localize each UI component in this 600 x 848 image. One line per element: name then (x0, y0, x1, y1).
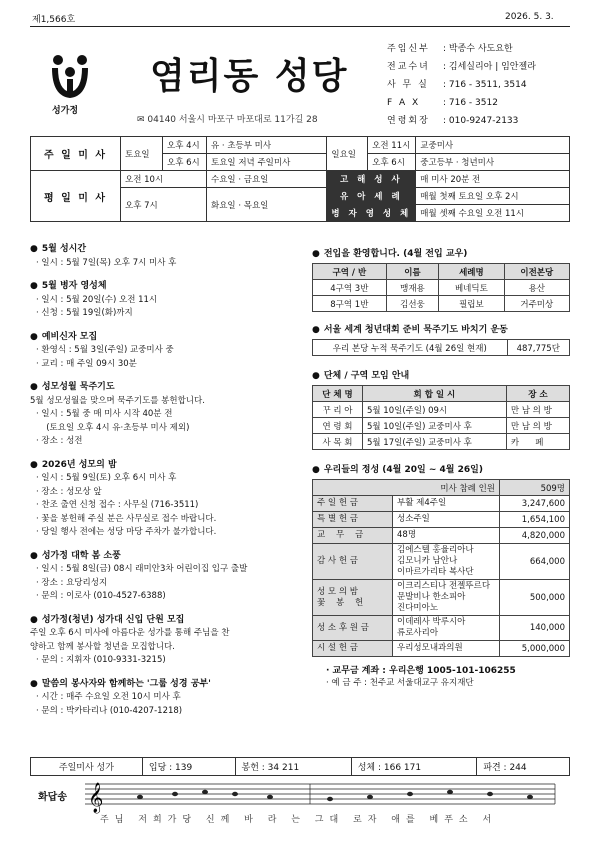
notice-title: ● 말씀의 봉사자와 함께하는 '그룹 성경 공부' (30, 678, 302, 692)
notice-title: ● 성모성월 묵주기도 (30, 381, 302, 395)
hymn-lyrics: 주님 저희가당 신께 바 라 는 그대 로자 애를 베푸소 서 (100, 815, 498, 825)
holy-family-logo-icon (48, 52, 92, 102)
table-row: 4구역 3반 맹재용 베네딕토 용산 (313, 280, 570, 296)
contact-row: F A X : 716 - 3512 (387, 98, 498, 108)
notice-title: ● 예비신자 모집 (30, 331, 302, 345)
notice-line: · 당일 행사 전에는 성당 마당 주차가 불가합니다. (30, 526, 302, 540)
transfer-title: ● 전입을 환영합니다. (4월 전입 교우) (312, 246, 570, 259)
account-info: · 교무금 계좌 : 우리은행 1005-101-106255 (326, 666, 516, 676)
mass-schedule-table: 주 일 미 사 토요일 오후 4시 유 · 초등부 미사 일요일 오전 11시 교중미사 오후 6시 토요일 저녁 주일미사 오후 6시 중고등부 · 청년미사 평 일 미 사 오전 10시 수요일 · 금요일 고 해 성 사 매 미사 20분 전 오후 7시 화요일 · 목요일 유 아 세 례 매월 첫째 토요일 오후 2시 병 자 영 성 체 매월 셋째 수요일 오전 11시 (30, 136, 570, 222)
table-row: 시 설 헌 금 우리성모내과의원 5,000,000 (313, 641, 570, 657)
issue-date: 2026. 5. 3. (505, 12, 554, 22)
notice-line: · 교리 : 매 주일 09시 30분 (30, 358, 302, 372)
notice-line: · 장소 : 요당리성지 (30, 577, 302, 591)
table-row: 교 무 금 48명 4,820,000 (313, 528, 570, 544)
table-row: 꾸 리 아 5월 10일(주일) 09시 만 남 의 방 (313, 402, 570, 418)
notice-line: · 시간 : 매주 수요일 오전 10시 미사 후 (30, 691, 302, 705)
table-row: 특 별 헌 금 성소주일 1,654,100 (313, 512, 570, 528)
notice-line: 5월 성모성월을 맞으며 묵주기도를 봉헌합니다. (30, 395, 205, 406)
notice-line: · 신청 : 5월 19일(화)까지 (30, 307, 302, 321)
notice-line: · 환영식 : 5월 3일(주일) 교중미사 중 (30, 344, 302, 358)
table-row: 성 모 의 밤 꽃 봉 헌 이크리스티나 전젤뚜르다 문발비나 한소피아 진다미아노 500,000 (313, 580, 570, 616)
groups-title: ● 단체 / 구역 모임 안내 (312, 368, 570, 381)
notice-line: · 꽃을 봉헌해 주실 분은 사무실로 접수 바랍니다. (30, 513, 302, 527)
contact-row: 사 무 실 : 716 - 3511, 3514 (387, 80, 527, 90)
notice-line: · 장소 : 성모상 앞 (30, 486, 302, 500)
notices-column (30, 233, 302, 718)
notice-line: · 문의 : 지휘자 (010-9331-3215) (30, 654, 302, 668)
notice-title: ● 성가정 대학 봄 소풍 (30, 550, 302, 564)
offering-table: 미사 참례 인원 509명 주 일 헌 금 부활 제4주일 3,247,600 특 별 헌 금 성소주일 1,654,100 교 무 금 48명 4,820,000 감 사 헌 금 김에스텔 홍율리아나 김모니카 남안나 이마르가리타 복사단 664,000 성 모 의 밤 꽃 봉 헌 이크리스티나 전젤뚜르다 문발비나 한소피아 진다미아노 500,000 성 소 후 원 금 이데레사 박루시아 류로사리아 140,000 시 설 헌 금 우리성모내과의원 5,000,000 (312, 479, 570, 657)
notice-title: ● 2026년 성모의 밤 (30, 459, 302, 473)
notice-line: 양하고 함께 봉사할 청년을 모집합니다. (30, 641, 175, 652)
address: ✉ 04140 서울시 마포구 마포대로 11가길 28 (137, 115, 318, 125)
right-column (312, 240, 570, 688)
contact-row: 주임신부 : 박종수 사도요한 (387, 44, 513, 54)
notice-line: 주일 오후 6시 미사에 아름다운 성가를 통해 주님을 찬 (30, 628, 230, 638)
table-row: 성 소 후 원 금 이데레사 박루시아 류로사리아 140,000 (313, 616, 570, 641)
notice-line: · 일시 : 5월 중 매 미사 시작 40분 전 (30, 408, 302, 422)
contact-row: 연령회장 : 010-9247-2133 (387, 116, 519, 126)
church-title: 염리동 성당 (150, 56, 349, 97)
rosary-title: ● 서울 세계 청년대회 준비 묵주기도 바치기 운동 (312, 322, 570, 335)
hymn-number-table: 주일미사 성가 입당 : 139 봉헌 : 34 211 성체 : 166 171 파견 : 244 (30, 757, 570, 776)
mail-icon: ✉ (137, 115, 148, 125)
notice-line: · 문의 : 박카타리나 (010-4207-1218) (30, 705, 302, 719)
svg-text:𝄞: 𝄞 (88, 783, 104, 813)
table-row: 연 령 회 5월 10일(주일) 교중미사 후 만 남 의 방 (313, 418, 570, 434)
offering-title: ● 우리들의 정성 (4월 20일 ~ 4월 26일) (312, 462, 570, 475)
table-row: 사 목 회 5월 17일(주일) 교중미사 후 카 페 (313, 434, 570, 450)
rosary-table: 우리 본당 누적 묵주기도 (4월 26일 현재) 487,775단 (312, 339, 570, 356)
notice-line: · 장소 : 성전 (30, 435, 302, 449)
notice-line: (토요일 오후 4시 유·초등부 미사 제외) (30, 422, 190, 433)
notice-title: ● 5월 성시간 (30, 243, 302, 257)
notice-title: ● 5월 병자 영성체 (30, 280, 302, 294)
notice-line: · 일시 : 5월 7일(목) 오후 7시 미사 후 (30, 257, 302, 271)
account-holder: · 예 금 주 : 천주교 서울대교구 유지재단 (326, 678, 474, 688)
logo-label: 성가정 (52, 106, 79, 116)
contact-info (387, 40, 536, 130)
notice-line: · 찬조 출연 신청 접수 : 사무실 (716-3511) (30, 499, 302, 513)
groups-table: 단 체 명 회 합 일 시 장 소 꾸 리 아 5월 10일(주일) 09시 만 남 의 방 연 령 회 5월 10일(주일) 교중미사 후 만 남 의 방 사 목 회 5월 17일(주일) 교중미사 후 카 페 (312, 385, 570, 450)
top-rule (30, 26, 570, 27)
hymn-label: 화답송 (38, 792, 67, 803)
notice-line: · 문의 : 이로사 (010-4527-6388) (30, 590, 302, 604)
table-row: 주 일 헌 금 부활 제4주일 3,247,600 (313, 496, 570, 512)
table-row: 8구역 1반 김선웅 필립보 거주미상 (313, 296, 570, 312)
notice-line: · 일시 : 5월 8일(금) 08시 래미안3차 어린이집 입구 출발 (30, 563, 302, 577)
notice-title: ● 성가정(청년) 성가대 신입 단원 모집 (30, 614, 302, 628)
table-row: 감 사 헌 금 김에스텔 홍율리아나 김모니카 남안나 이마르가리타 복사단 664,000 (313, 544, 570, 580)
notice-line: · 일시 : 5월 9일(토) 오후 6시 미사 후 (30, 472, 302, 486)
issue-number: 제1,566호 (32, 15, 76, 25)
contact-row: 전교수녀 : 김세실리아 | 임안젤라 (387, 62, 536, 72)
notice-line: · 일시 : 5월 20일(수) 오전 11시 (30, 294, 302, 308)
transfer-table: 구역 / 반 이름 세례명 이전본당 4구역 3반 맹재용 베네딕토 용산 8구역 1반 김선웅 필립보 거주미상 (312, 263, 570, 312)
